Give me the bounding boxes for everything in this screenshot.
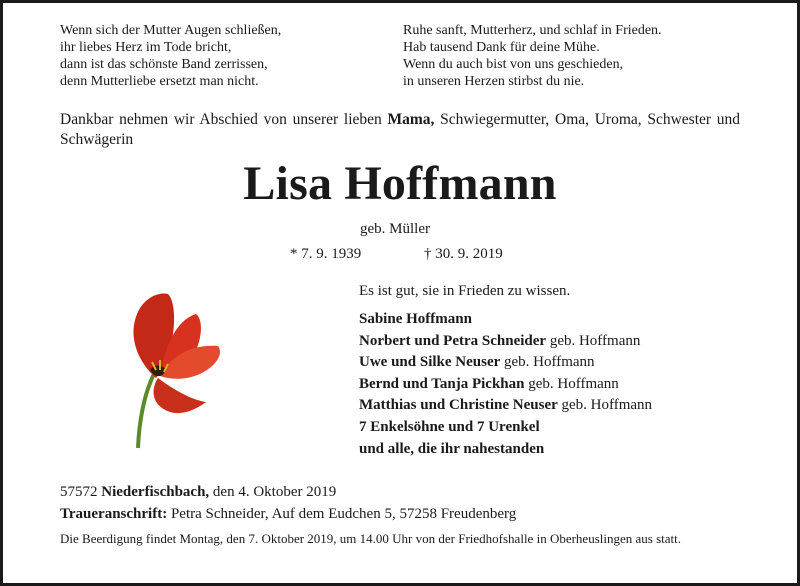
- family-row: [359, 352, 652, 374]
- family-name: 7 Enkelsöhne und 7 Urenkel: [359, 418, 540, 435]
- family-name: Norbert und Petra Schneider: [359, 332, 547, 349]
- intro-bold: Mama,: [387, 111, 435, 128]
- verse-line: Ruhe sanft, Mutterherz, und schlaf in Frieden.: [403, 23, 662, 38]
- quote-line: Es ist gut, sie in Frieden zu wissen.: [359, 283, 571, 299]
- deceased-name: Lisa Hoffmann: [243, 157, 557, 210]
- funeral-note: Die Beerdigung findet Montag, den 7. Oktober 2019, um 14.00 Uhr von der Friedhofshalle in Oberheuslingen aus statt.: [60, 531, 681, 546]
- family-list: [359, 309, 652, 460]
- verse-line: ihr liebes Herz im Tode bricht,: [60, 40, 232, 55]
- verse-line: Hab tausend Dank für deine Mühe.: [403, 40, 600, 55]
- family-row: [359, 417, 652, 439]
- verse-left: [60, 22, 281, 90]
- family-row: [359, 374, 652, 396]
- zip-code: 57572: [60, 484, 102, 500]
- family-name: Sabine Hoffmann: [359, 311, 472, 327]
- verse-line: dann ist das schönste Band zerrissen,: [60, 57, 268, 72]
- family-name: Uwe und Silke Neuser: [359, 354, 501, 371]
- family-row: [359, 331, 652, 353]
- verse-line: Wenn sich der Mutter Augen schließen,: [60, 23, 282, 38]
- death-date: † 30. 9. 2019: [424, 246, 503, 262]
- tulip-icon: [120, 290, 250, 450]
- mourning-address: [60, 506, 516, 523]
- intro-after: Schwiegermutter, Oma, Uroma, Schwester und Schwägerin: [60, 111, 741, 148]
- intro-text: [60, 110, 740, 150]
- verse-right: [403, 22, 662, 90]
- family-name: und alle, die ihr nahestanden: [359, 440, 545, 457]
- family-row: [359, 439, 652, 461]
- notice-date: den 4. Oktober 2019: [209, 484, 337, 500]
- intro-before: Dankbar nehmen wir Abschied von unserer lieben: [60, 111, 388, 128]
- family-name: Bernd und Tanja Pickhan: [359, 375, 525, 392]
- family-suffix: geb. Hoffmann: [557, 397, 653, 414]
- family-suffix: geb. Hoffmann: [524, 375, 619, 392]
- family-name: Matthias und Christine Neuser: [359, 397, 558, 414]
- verse-line: Wenn du auch bist von uns geschieden,: [403, 57, 624, 72]
- verse-line: in unseren Herzen stirbst du nie.: [403, 74, 585, 89]
- town-name: Niederfischbach,: [101, 484, 210, 500]
- family-row: [359, 309, 652, 331]
- address-text: Petra Schneider, Auf dem Eudchen 5, 57258 Freudenberg: [167, 506, 517, 522]
- family-suffix: geb. Hoffmann: [546, 332, 641, 349]
- maiden-name: geb. Müller: [360, 221, 430, 237]
- address-label: Traueranschrift:: [60, 506, 168, 522]
- family-row: [359, 395, 652, 417]
- verse-line: denn Mutterliebe ersetzt man nicht.: [60, 74, 259, 89]
- place-date: [60, 484, 336, 501]
- birth-date: * 7. 9. 1939: [290, 246, 362, 262]
- family-suffix: geb. Hoffmann: [500, 354, 595, 371]
